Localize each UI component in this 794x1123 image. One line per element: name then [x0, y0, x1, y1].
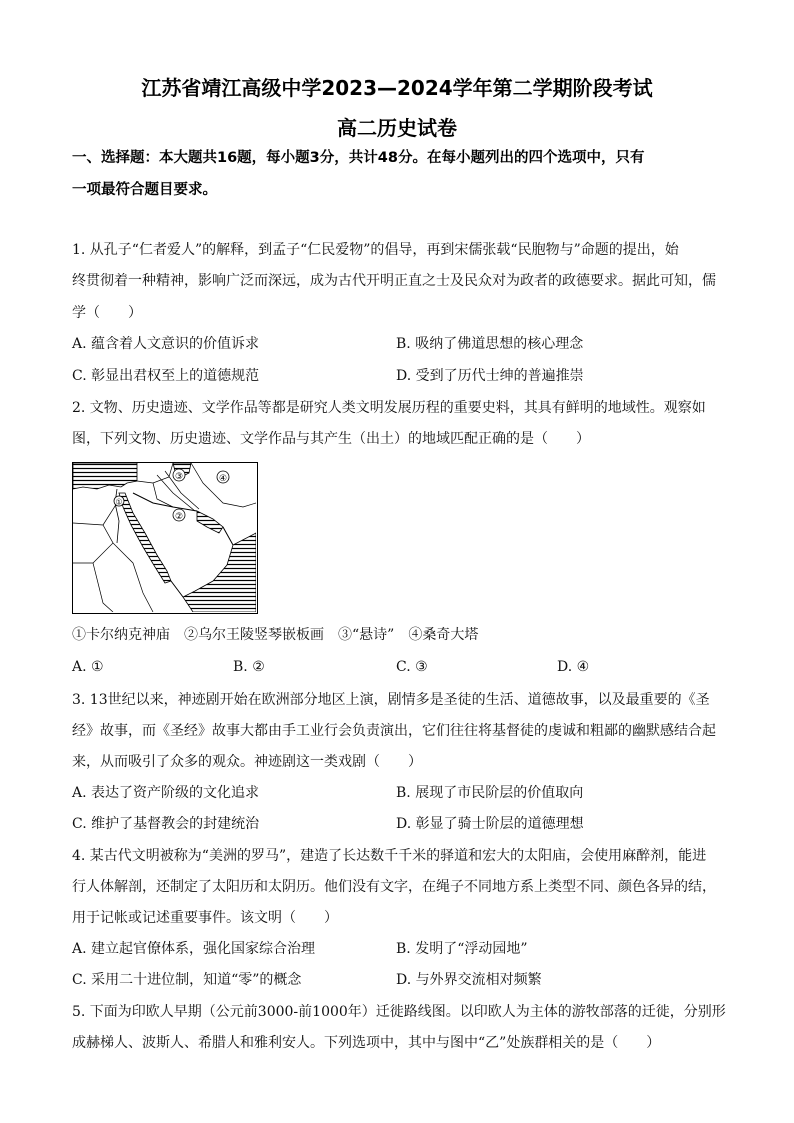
sea-arabian	[183, 533, 256, 612]
svg-text:①: ①	[115, 497, 123, 507]
q3-option-a[interactable]: A. 表达了资产阶级的文化追求	[72, 785, 260, 801]
sea-red	[119, 493, 171, 583]
q1-option-d[interactable]: D. 受到了历代士绅的普遍推崇	[396, 368, 584, 384]
q2-option-a[interactable]: A. ①	[72, 659, 104, 675]
q1-option-a[interactable]: A. 蕴含着人文意识的价值诉求	[72, 336, 260, 352]
q3-stem-line3: 来，从而吸引了众多的观众。神迹剧这一类戏剧（ ）	[72, 754, 422, 770]
q5-stem-line2: 成赫梯人、波斯人、希腊人和雅利安人。下列选项中，其中与图中“乙”处族群相关的是（ ）	[72, 1035, 661, 1051]
sea-persian-gulf	[197, 511, 223, 533]
section-heading-line2: 一项最符合题目要求。	[72, 182, 217, 198]
q3-option-d[interactable]: D. 彰显了骑士阶层的道德理想	[396, 816, 584, 832]
q2-legend: ①卡尔纳克神庙 ②乌尔王陵竖琴嵌板画 ③“悬诗” ④桑奇大塔	[72, 627, 479, 643]
q4-option-a[interactable]: A. 建立起官僚体系，强化国家综合治理	[72, 941, 316, 957]
q4-option-c[interactable]: C. 采用二十进位制，知道“零”的概念	[72, 972, 302, 988]
q1-option-c[interactable]: C. 彰显出君权至上的道德规范	[72, 368, 260, 384]
svg-text:②: ②	[174, 512, 184, 522]
svg-text:③: ③	[174, 472, 184, 482]
q2-stem-line1: 2. 文物、历史遗迹、文学作品等都是研究人类文明发展历程的重要史料，其具有鲜明的地域性。观察如	[72, 400, 706, 416]
q3-stem-line2: 经》故事，而《圣经》故事大都由手工业行会负责演出，它们往往将基督徒的虔诚和粗鄙的幽默感结合起	[72, 723, 716, 739]
q1-stem-line1: 1. 从孔子“仁者爱人”的解释，到孟子“仁民爱物”的倡导，再到宋儒张载“民胞物与”命题的提出，始	[72, 242, 679, 258]
sea-mediterranean	[73, 463, 137, 489]
q1-stem-line2: 终贯彻着一种精神，影响广泛而深远，成为古代开明正直之士及民众对为政者的政德要求。据此可知，儒	[72, 273, 716, 289]
q2-option-c[interactable]: C. ③	[396, 659, 428, 675]
q2-option-b[interactable]: B. ②	[233, 659, 265, 675]
q4-option-b[interactable]: B. 发明了“浮动园地”	[396, 941, 528, 957]
q1-stem-line3: 学（ ）	[72, 305, 142, 321]
q5-stem-line1: 5. 下面为印欧人早期（公元前3000-前1000年）迁徙路线图。以印欧人为主体的游牧部落的迁徙，分别形	[72, 1004, 726, 1020]
q4-stem-line1: 4. 某古代文明被称为“美洲的罗马”，建造了长达数千千米的驿道和宏大的太阳庙，会使用麻醉剂，能进	[72, 848, 707, 864]
section-heading-line1: 一、选择题：本大题共16题，每小题3分，共计48分。在每小题列出的四个选项中，只有	[72, 150, 645, 166]
map-marker-2	[173, 509, 185, 522]
svg-text:④: ④	[218, 474, 228, 484]
q2-option-d[interactable]: D. ④	[557, 659, 590, 675]
q3-option-b[interactable]: B. 展现了市民阶层的价值取向	[396, 785, 584, 801]
exam-title: 江苏省靖江高级中学2023—2024学年第二学期阶段考试	[141, 76, 653, 100]
q4-option-d[interactable]: D. 与外界交流相对频繁	[396, 972, 542, 988]
q2-stem-line2: 图，下列文物、历史遗迹、文学作品与其产生（出土）的地域匹配正确的是（ ）	[72, 431, 590, 447]
q1-option-b[interactable]: B. 吸纳了佛道思想的核心理念	[396, 336, 584, 352]
map-drawing	[73, 463, 256, 612]
map-marker-4	[217, 471, 229, 484]
q4-stem-line3: 用于记帐或记述重要事件。该文明（ ）	[72, 910, 338, 926]
map-marker-3	[173, 469, 185, 482]
q4-stem-line2: 行人体解剖，还制定了太阳历和太阴历。他们没有文字，在绳子不同地方系上类型不同、颜色各异的结，	[72, 879, 716, 895]
q3-stem-line1: 3. 13世纪以来，神迹剧开始在欧洲部分地区上演，剧情多是圣徒的生活、道德故事，以及最重要的《圣	[72, 692, 710, 708]
map-marker-1	[114, 496, 124, 507]
middle-east-map	[72, 462, 258, 614]
exam-subtitle: 高二历史试卷	[337, 116, 457, 140]
q3-option-c[interactable]: C. 维护了基督教会的封建统治	[72, 816, 260, 832]
